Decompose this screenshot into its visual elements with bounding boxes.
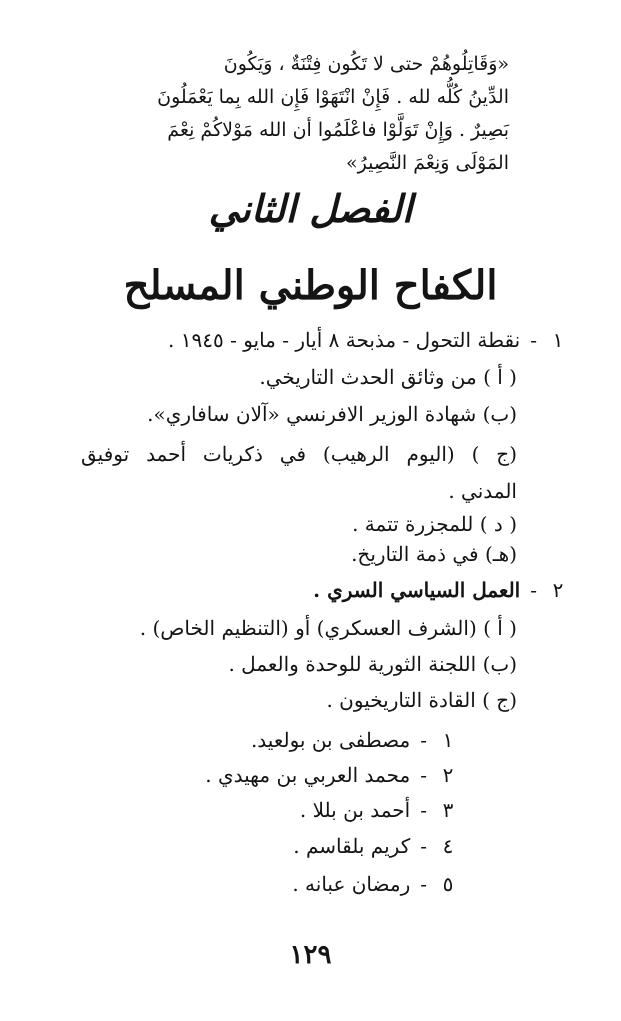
list-item xyxy=(140,613,517,643)
item-marker: (ب) xyxy=(482,402,517,426)
leader-number: ٣ xyxy=(442,798,454,822)
leader-name: مصطفى بن بولعيد. xyxy=(250,728,411,752)
list-item xyxy=(228,649,517,679)
leader-item xyxy=(293,831,459,861)
list-item xyxy=(326,685,517,715)
item-text: من وثائق الحدث التاريخي. xyxy=(259,365,477,389)
verse-line: «وَقَاتِلُوهُمْ حتى لا تَكُون فِتْنَةٌ ، وَيَكُونَ xyxy=(223,53,509,75)
dash: - xyxy=(420,872,427,896)
list-item xyxy=(352,509,517,539)
leader-item xyxy=(205,760,459,790)
item-marker: (هـ) xyxy=(484,542,517,566)
section-heading xyxy=(313,575,569,605)
list-item xyxy=(351,539,517,569)
item-marker: (ج ) xyxy=(482,688,517,712)
section-title: العمل السياسي السري . xyxy=(313,578,521,602)
dash: - xyxy=(420,798,427,822)
section-heading xyxy=(168,325,569,355)
item-marker: (ج ) xyxy=(471,442,517,466)
section-number: ٢ xyxy=(552,578,564,602)
list-item xyxy=(81,439,517,469)
leader-item xyxy=(292,869,459,899)
item-text: (الشرف العسكري) أو (التنظيم الخاص) . xyxy=(139,616,477,640)
dash: - xyxy=(530,328,537,352)
item-continuation: المدني . xyxy=(448,479,517,503)
leader-number: ٤ xyxy=(442,834,454,858)
verse-line: بَصِيرٌ . وَإِنْ تَوَلَّوْا فاعْلَمُوا أن الله مَوْلاكُمْ نِعْمَ xyxy=(167,119,509,141)
item-text: (اليوم الرهيب) في ذكريات أحمد توفيق xyxy=(81,442,455,466)
section-title: نقطة التحول - مذبحة ٨ أيار - مايو - ١٩٤٥ . xyxy=(168,328,521,352)
verse-line: الدِّينُ كُلُّه لله . فَإِنْ انْتَهَوْا فَإِن الله بِما يَعْمَلُونَ xyxy=(157,86,509,108)
dash: - xyxy=(420,728,427,752)
leader-name: كريم بلقاسم . xyxy=(293,834,411,858)
leader-number: ٥ xyxy=(442,872,454,896)
list-item xyxy=(147,399,517,429)
quranic-verse xyxy=(149,48,509,180)
item-text: شهادة الوزير الافرنسي «آلان سافاري». xyxy=(147,402,477,426)
leader-item xyxy=(300,795,459,825)
verse-line: المَوْلَى وَنِعْمَ النَّصِيرُ» xyxy=(346,152,509,174)
section-number: ١ xyxy=(552,328,564,352)
leader-number: ٢ xyxy=(442,763,454,787)
leader-item xyxy=(251,725,459,755)
leader-name: رمضان عبانه . xyxy=(292,872,411,896)
item-text: في ذمة التاريخ. xyxy=(351,542,479,566)
item-text: للمجزرة تتمة . xyxy=(352,512,474,536)
list-item xyxy=(259,362,517,392)
page-number: ١٢٩ xyxy=(289,940,332,970)
dash: - xyxy=(530,578,537,602)
item-marker: ( أ ) xyxy=(483,365,517,389)
leader-name: أحمد بن بللا . xyxy=(299,798,411,822)
item-marker: ( د ) xyxy=(479,512,517,536)
chapter-label: الفصل الثاني xyxy=(208,186,413,231)
dash: - xyxy=(420,763,427,787)
dash: - xyxy=(420,834,427,858)
item-text: القادة التاريخيون . xyxy=(326,688,476,712)
item-marker: ( أ ) xyxy=(483,616,517,640)
item-marker: (ب) xyxy=(482,652,517,676)
chapter-title: الكفاح الوطني المسلح xyxy=(123,262,498,309)
item-text: اللجنة الثورية للوحدة والعمل . xyxy=(228,652,477,676)
leader-name: محمد العربي بن مهيدي . xyxy=(205,763,411,787)
leader-number: ١ xyxy=(442,728,454,752)
